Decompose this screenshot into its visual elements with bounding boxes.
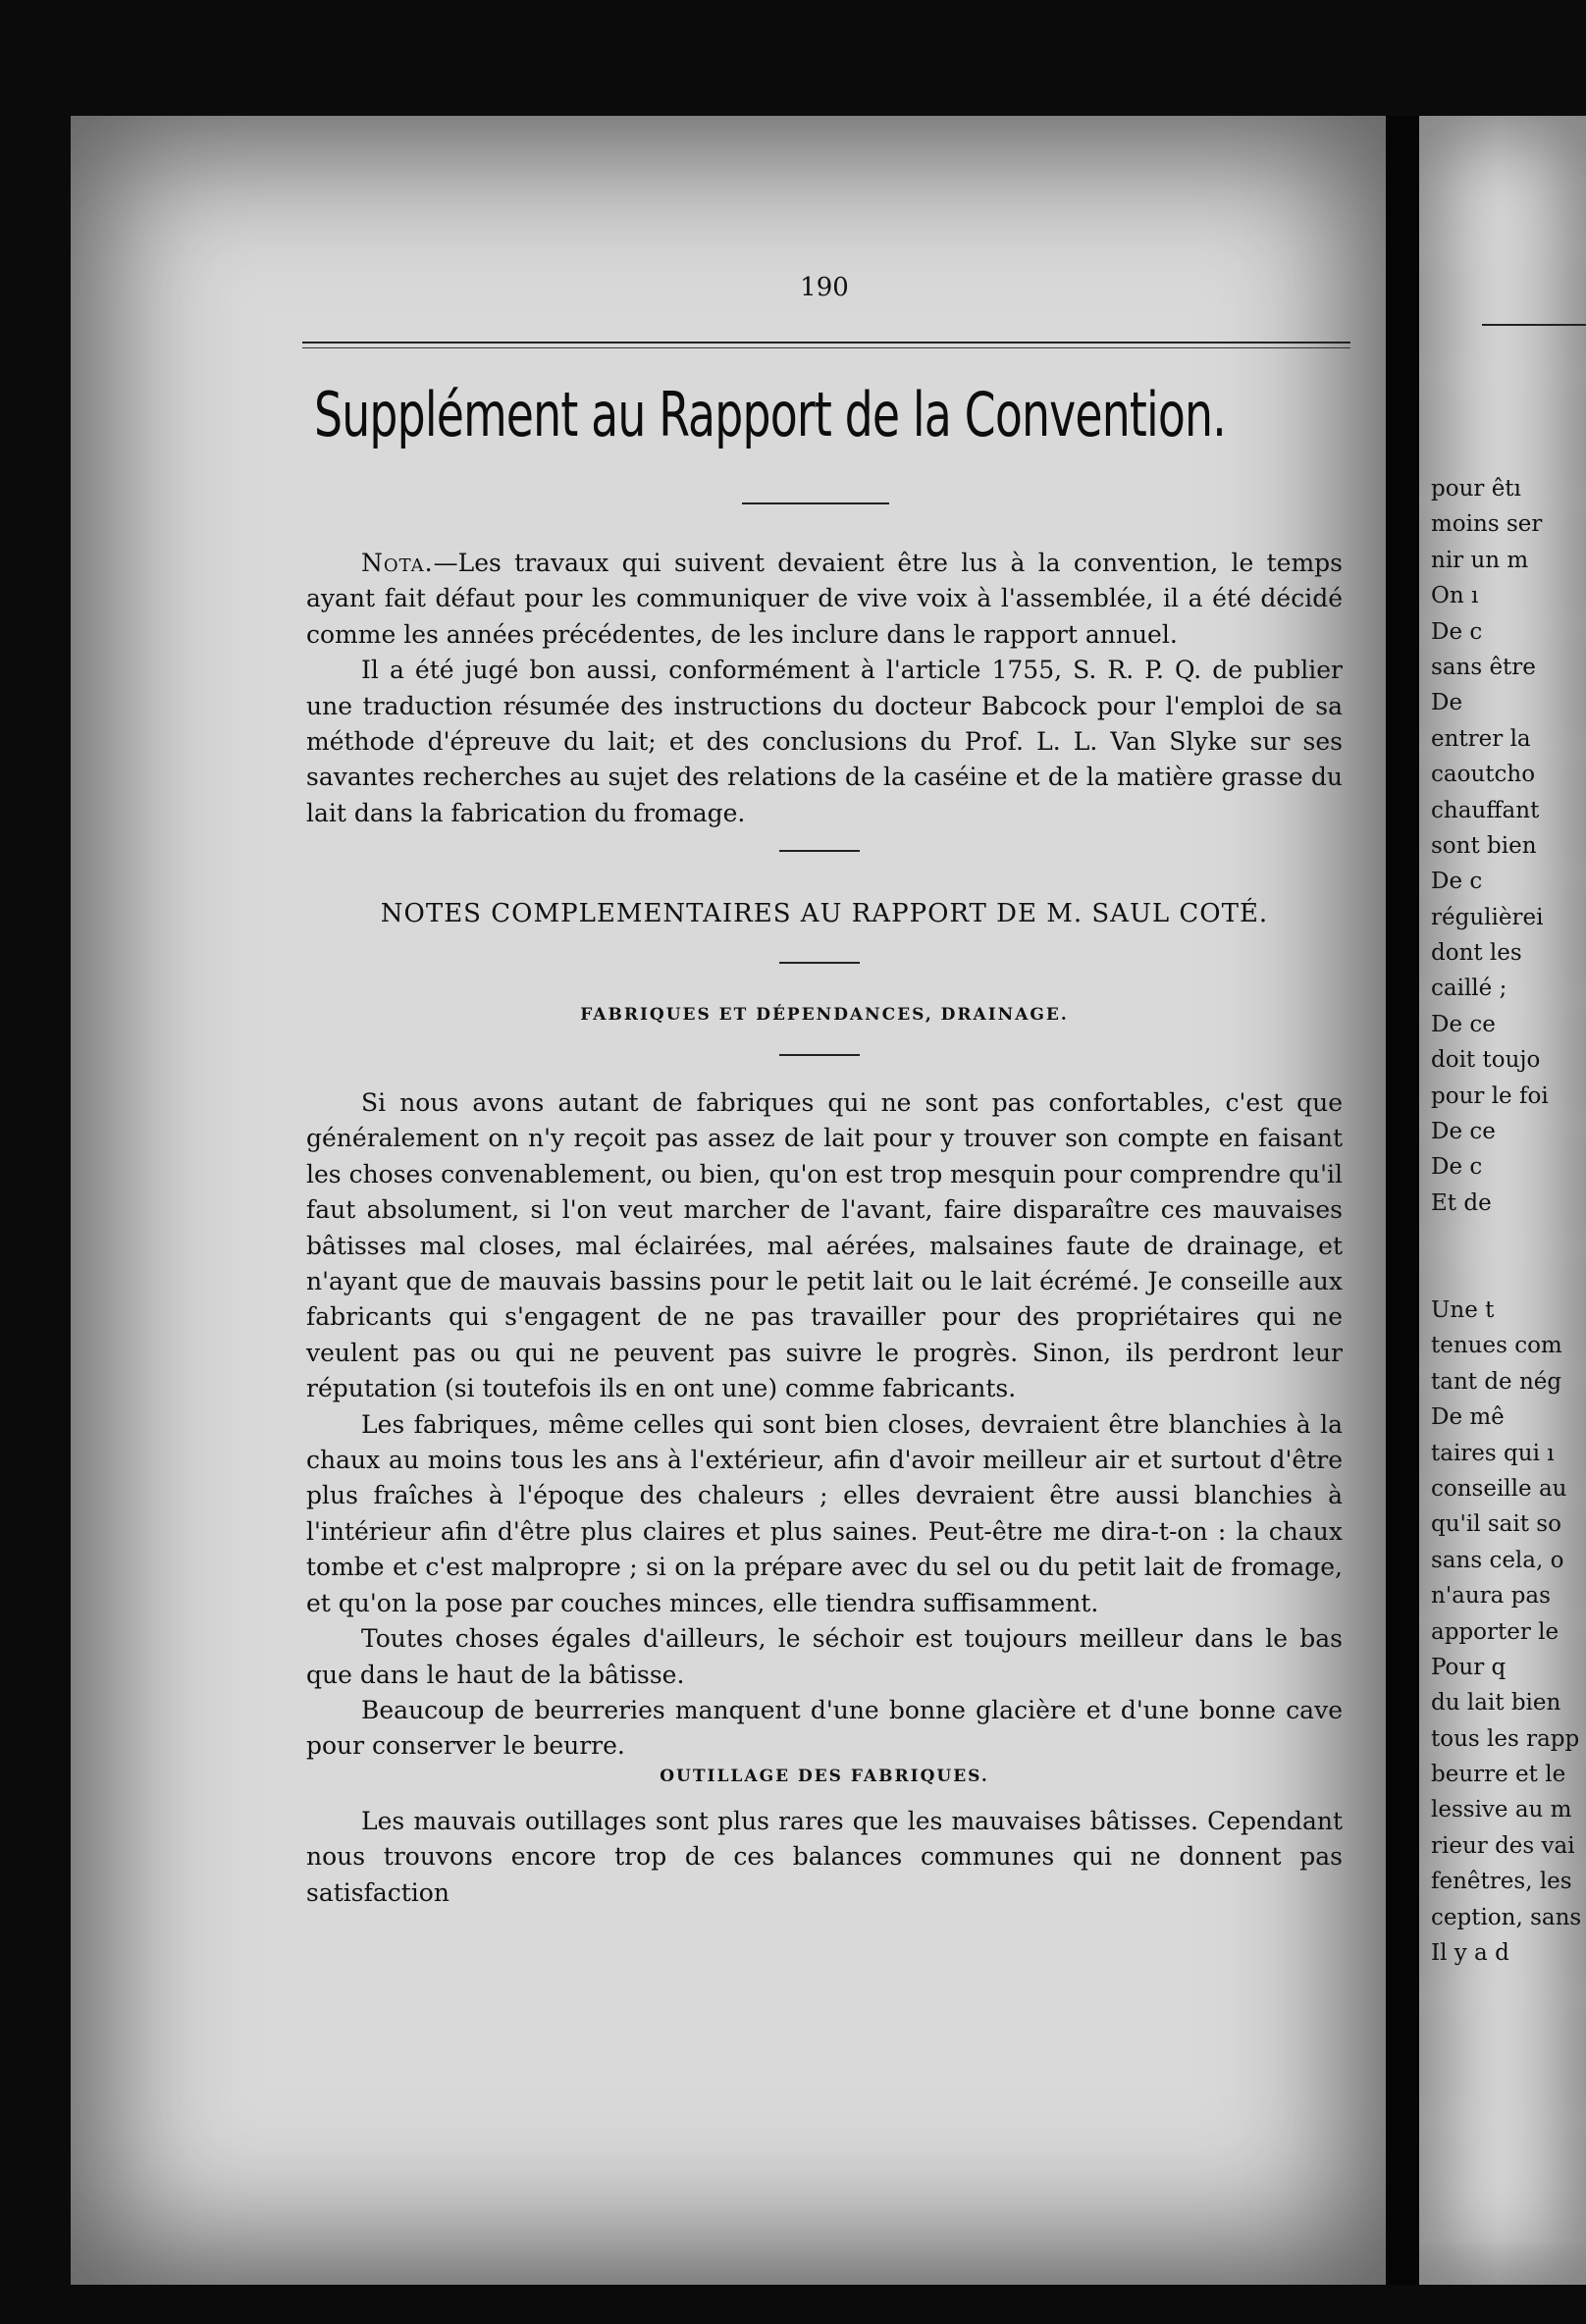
- paragraph-fabriques: Si nous avons autant de fabriques qui ne sont pas confortables, c'est que généralement on n'y reçoit pas assez de lait pour y trouver son compte en faisant les choses convenablement, ou bien, qu'on est trop mesquin pour comprendre qu'il faut absolument, si l'on veut marcher de l'avant, faire disparaître ces mauvaises bâtisses mal closes, mal éclairées, mal aérées, malsaines faute de drainage, et n'ayant que de mauvais bassins pour le petit lait ou le lait écrémé. Je conseille aux fabricants qui s'engagent de ne pas travailler pour des propriétaires qui ne veulent pas ou qui ne peuvent pas suivre le progrès. Sinon, ils perdront leur réputation (si toutefois ils en ont une) comme fabricants.: [306, 1088, 1343, 1403]
- right-column-line: rieur des vai: [1431, 1832, 1575, 1859]
- right-column-line: qu'il sait so: [1431, 1511, 1561, 1538]
- right-column-line: régulièrei: [1431, 904, 1544, 930]
- section-body: [306, 1085, 1343, 1765]
- right-column-line: beurre et le: [1431, 1762, 1566, 1788]
- right-column-line: fenêtres, les: [1431, 1869, 1572, 1895]
- section-heading: NOTES COMPLEMENTAIRES AU RAPPORT DE M. SAUL COTÉ.: [380, 899, 1269, 928]
- right-column-line: lessive au m: [1431, 1797, 1572, 1823]
- right-column-line: Une t: [1431, 1296, 1495, 1323]
- right-column-line: pour êtı: [1431, 476, 1521, 502]
- right-column-line: Pour q: [1431, 1654, 1507, 1680]
- right-column-line: On ı: [1431, 583, 1479, 609]
- nota-rule: [779, 850, 860, 852]
- right-column-line: tant de nég: [1431, 1368, 1562, 1395]
- paragraph-sechoir: Toutes choses égales d'ailleurs, le séchoir est toujours meilleur dans le bas que dans le haut de la bâtisse.: [306, 1624, 1343, 1689]
- right-column-line: doit toujo: [1431, 1047, 1541, 1074]
- right-column-line: chauffant: [1431, 797, 1540, 823]
- right-column-line: conseille au: [1431, 1475, 1567, 1502]
- paragraph-beurreries: Beaucoup de beurreries manquent d'une bonne glacière et d'une bonne cave pour conserver le beurre.: [306, 1695, 1343, 1761]
- right-column-line: dont les: [1431, 940, 1522, 967]
- outillage-body: [306, 1804, 1343, 1911]
- right-page-column: [1431, 471, 1586, 1971]
- page-title: Supplément au Rapport de la Convention.: [314, 379, 1226, 450]
- right-page: [1419, 116, 1586, 2285]
- right-column-line: apporter le: [1431, 1618, 1560, 1645]
- page-gutter: [1386, 116, 1419, 2285]
- right-column-line: sont bien: [1431, 832, 1537, 859]
- right-column-line: entrer la: [1431, 725, 1531, 752]
- right-column-line: Et de: [1431, 1189, 1492, 1216]
- page-number: 190: [800, 273, 849, 302]
- right-column-line: n'aura pas: [1431, 1583, 1551, 1610]
- right-column-line: De ce: [1431, 1119, 1496, 1145]
- right-column-line: tenues com: [1431, 1333, 1562, 1359]
- nota-block: [306, 546, 1343, 831]
- right-column-line: De c: [1431, 1154, 1483, 1181]
- title-rule: [742, 502, 889, 504]
- right-column-line: [1431, 1257, 1586, 1293]
- right-column-line: De ce: [1431, 1011, 1496, 1037]
- subheading-outillage: OUTILLAGE DES FABRIQUES.: [660, 1767, 989, 1786]
- nota-lead: —Les travaux qui suivent devaient être lus à la convention, le temps ayant fait défaut pour les communiquer de vive voix à l'assemblée, il a été décidé comme les années précédentes, de les inclure dans le rapport annuel.: [306, 549, 1343, 649]
- right-header-rule: [1482, 324, 1586, 326]
- right-column-line: [1431, 1221, 1586, 1256]
- right-column-line: moins ser: [1431, 511, 1543, 538]
- nota-label: Nota.: [361, 549, 434, 577]
- right-column-line: taires qui ı: [1431, 1440, 1555, 1466]
- paragraph-outillage: Les mauvais outillages sont plus rares que les mauvaises bâtisses. Cependant nous trouvons encore trop de ces balances communes qui ne donnent pas satisfaction: [306, 1807, 1343, 1907]
- section-rule: [779, 962, 860, 964]
- right-column-line: sans être: [1431, 654, 1536, 680]
- right-column-line: De mê: [1431, 1404, 1505, 1431]
- subheading-fabriques: FABRIQUES ET DÉPENDANCES, DRAINAGE.: [580, 1005, 1069, 1025]
- right-column-line: tous les rapp: [1431, 1725, 1580, 1752]
- right-column-line: caillé ;: [1431, 976, 1507, 1002]
- right-column-line: pour le foi: [1431, 1083, 1549, 1109]
- right-column-line: ception, sans: [1431, 1904, 1582, 1930]
- paragraph-chaux: Les fabriques, même celles qui sont bien closes, devraient être blanchies à la chaux au moins tous les ans à l'extérieur, afin d'avoir meilleur air et surtout d'être plus fraîches à l'époque des chaleurs ; elles devraient être aussi blanchies à l'intérieur afin d'être plus claires et plus saines. Peut-être me dira-t-on : la chaux tombe et c'est malpropre ; si on la prépare avec du sel ou du petit lait de fromage, et qu'on la pose par couches minces, elle tiendra suffisamment.: [306, 1409, 1343, 1617]
- subheading-rule: [779, 1054, 860, 1056]
- right-column-line: De: [1431, 690, 1463, 716]
- right-column-line: caoutcho: [1431, 762, 1536, 788]
- right-column-line: De c: [1431, 618, 1483, 645]
- right-column-line: du lait bien: [1431, 1690, 1561, 1717]
- right-column-line: nir un m: [1431, 547, 1529, 573]
- right-column-line: De c: [1431, 869, 1483, 895]
- header-rule: [302, 342, 1350, 343]
- right-column-line: Il y a d: [1431, 1940, 1509, 1967]
- right-column-line: sans cela, o: [1431, 1547, 1564, 1573]
- nota-second: Il a été jugé bon aussi, conformément à l'article 1755, S. R. P. Q. de publier une traduction résumée des instructions du docteur Babcock pour l'emploi de sa méthode d'épreuve du lait; et des conclusions du Prof. L. L. Van Slyke sur ses savantes recherches au sujet des relations de la caséine et de la matière grasse du lait dans la fabrication du fromage.: [306, 656, 1343, 827]
